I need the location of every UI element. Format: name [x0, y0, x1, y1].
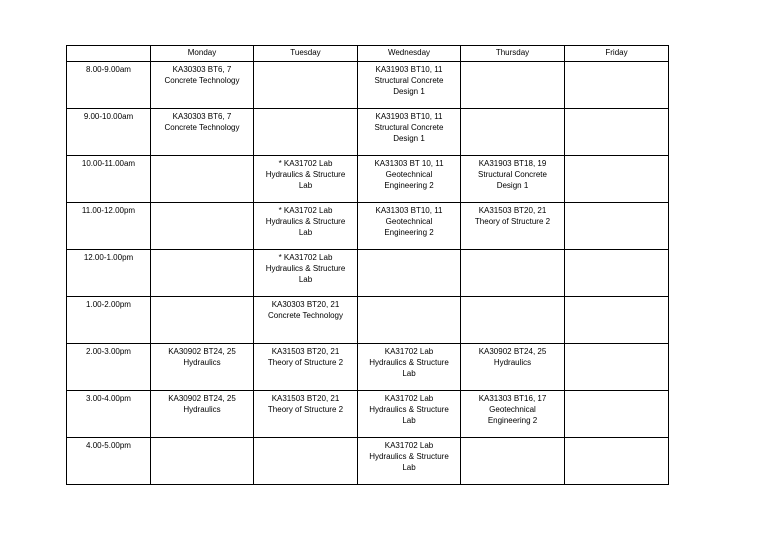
time-slot-cell	[67, 109, 151, 156]
class-cell-monday	[151, 109, 254, 156]
header-tuesday-label: Tuesday	[290, 48, 321, 57]
time-slot-label: 2.00-3.00pm	[86, 347, 131, 356]
class-cell-friday	[565, 344, 669, 391]
class-cell-friday	[565, 438, 669, 485]
table-row	[67, 297, 669, 344]
class-entry: KA30902 BT24, 25 Hydraulics	[168, 394, 236, 414]
class-entry: KA31702 Lab Hydraulics & Structure Lab	[369, 441, 449, 472]
class-cell-wednesday	[358, 250, 461, 297]
time-slot-label: 4.00-5.00pm	[86, 441, 131, 450]
class-cell-thursday	[461, 62, 565, 109]
class-cell-monday	[151, 297, 254, 344]
class-entry: KA30303 BT6, 7 Concrete Technology	[164, 112, 240, 132]
class-cell-friday	[565, 391, 669, 438]
class-entry: KA31903 BT18, 19 Structural Concrete Design 1	[478, 159, 547, 190]
class-cell-wednesday	[358, 203, 461, 250]
class-entry: KA30902 BT24, 25 Hydraulics	[478, 347, 547, 367]
class-cell-thursday	[461, 391, 565, 438]
class-cell-friday	[565, 297, 669, 344]
class-cell-wednesday	[358, 391, 461, 438]
time-slot-label: 8.00-9.00am	[86, 65, 131, 74]
class-entry: KA30902 BT24, 25 Hydraulics	[168, 347, 236, 367]
table-row	[67, 391, 669, 438]
class-entry: KA31702 Lab Hydraulics & Structure Lab	[369, 347, 449, 378]
timetable	[66, 45, 669, 485]
class-entry: KA31303 BT16, 17 Geotechnical Engineering 2	[478, 394, 547, 425]
table-row	[67, 344, 669, 391]
table-row	[67, 62, 669, 109]
class-entry: KA31503 BT20, 21 Theory of Structure 2	[267, 347, 344, 367]
class-cell-wednesday	[358, 438, 461, 485]
time-slot-cell	[67, 250, 151, 297]
class-entry: KA31503 BT20, 21 Theory of Structure 2	[474, 206, 551, 226]
time-slot-cell	[67, 438, 151, 485]
class-cell-wednesday	[358, 62, 461, 109]
time-slot-label: 11.00-12.00pm	[81, 206, 136, 215]
class-cell-monday	[151, 438, 254, 485]
class-cell-monday	[151, 203, 254, 250]
header-monday-label: Monday	[187, 48, 217, 57]
class-cell-wednesday	[358, 109, 461, 156]
time-slot-cell	[67, 62, 151, 109]
class-cell-friday	[565, 203, 669, 250]
table-row	[67, 109, 669, 156]
class-cell-monday	[151, 391, 254, 438]
time-slot-cell	[67, 391, 151, 438]
class-cell-monday	[151, 156, 254, 203]
time-slot-label: 12.00-1.00pm	[83, 253, 134, 262]
header-friday	[565, 46, 669, 62]
class-entry: KA31702 Lab Hydraulics & Structure Lab	[369, 394, 449, 425]
class-cell-friday	[565, 62, 669, 109]
header-monday	[151, 46, 254, 62]
class-entry: * KA31702 Lab Hydraulics & Structure Lab	[265, 253, 346, 284]
class-entry: * KA31702 Lab Hydraulics & Structure Lab	[265, 159, 346, 190]
header-wednesday-label: Wednesday	[387, 48, 431, 57]
class-entry: KA30303 BT20, 21 Concrete Technology	[267, 300, 343, 320]
table-row	[67, 156, 669, 203]
class-cell-friday	[565, 109, 669, 156]
class-cell-tuesday	[254, 250, 358, 297]
header-friday-label: Friday	[605, 48, 628, 57]
class-cell-monday	[151, 344, 254, 391]
class-cell-friday	[565, 156, 669, 203]
class-cell-tuesday	[254, 297, 358, 344]
class-entry: KA30303 BT6, 7 Concrete Technology	[164, 65, 240, 85]
header-tuesday	[254, 46, 358, 62]
time-slot-cell	[67, 344, 151, 391]
class-entry: KA31503 BT20, 21 Theory of Structure 2	[267, 394, 344, 414]
class-entry: KA31903 BT10, 11 Structural Concrete Design 1	[374, 112, 444, 143]
time-slot-label: 9.00-10.00am	[83, 112, 134, 121]
header-wednesday	[358, 46, 461, 62]
table-row	[67, 438, 669, 485]
class-cell-monday	[151, 250, 254, 297]
class-cell-thursday	[461, 156, 565, 203]
class-cell-wednesday	[358, 297, 461, 344]
time-slot-cell	[67, 156, 151, 203]
class-cell-thursday	[461, 438, 565, 485]
class-cell-tuesday	[254, 156, 358, 203]
class-cell-tuesday	[254, 203, 358, 250]
header-thursday	[461, 46, 565, 62]
class-entry: * KA31702 Lab Hydraulics & Structure Lab	[265, 206, 346, 237]
header-time	[67, 46, 151, 62]
class-cell-wednesday	[358, 344, 461, 391]
class-cell-tuesday	[254, 344, 358, 391]
class-cell-friday	[565, 250, 669, 297]
class-cell-thursday	[461, 109, 565, 156]
class-cell-tuesday	[254, 391, 358, 438]
time-slot-cell	[67, 203, 151, 250]
timetable-body	[67, 62, 669, 485]
time-slot-label: 1.00-2.00pm	[86, 300, 131, 309]
class-cell-tuesday	[254, 438, 358, 485]
time-slot-cell	[67, 297, 151, 344]
table-row	[67, 203, 669, 250]
class-cell-thursday	[461, 250, 565, 297]
class-cell-thursday	[461, 344, 565, 391]
class-cell-monday	[151, 62, 254, 109]
time-slot-label: 3.00-4.00pm	[86, 394, 131, 403]
header-thursday-label: Thursday	[495, 48, 530, 57]
class-cell-thursday	[461, 297, 565, 344]
class-cell-wednesday	[358, 156, 461, 203]
class-cell-tuesday	[254, 109, 358, 156]
class-entry: KA31303 BT10, 11 Geotechnical Engineering 2	[375, 206, 443, 237]
class-entry: KA31303 BT 10, 11 Geotechnical Engineering 2	[374, 159, 444, 190]
class-entry: KA31903 BT10, 11 Structural Concrete Design 1	[374, 65, 444, 96]
time-slot-label: 10.00-11.00am	[81, 159, 136, 168]
table-row	[67, 250, 669, 297]
class-cell-tuesday	[254, 62, 358, 109]
class-cell-thursday	[461, 203, 565, 250]
header-row	[67, 46, 669, 62]
